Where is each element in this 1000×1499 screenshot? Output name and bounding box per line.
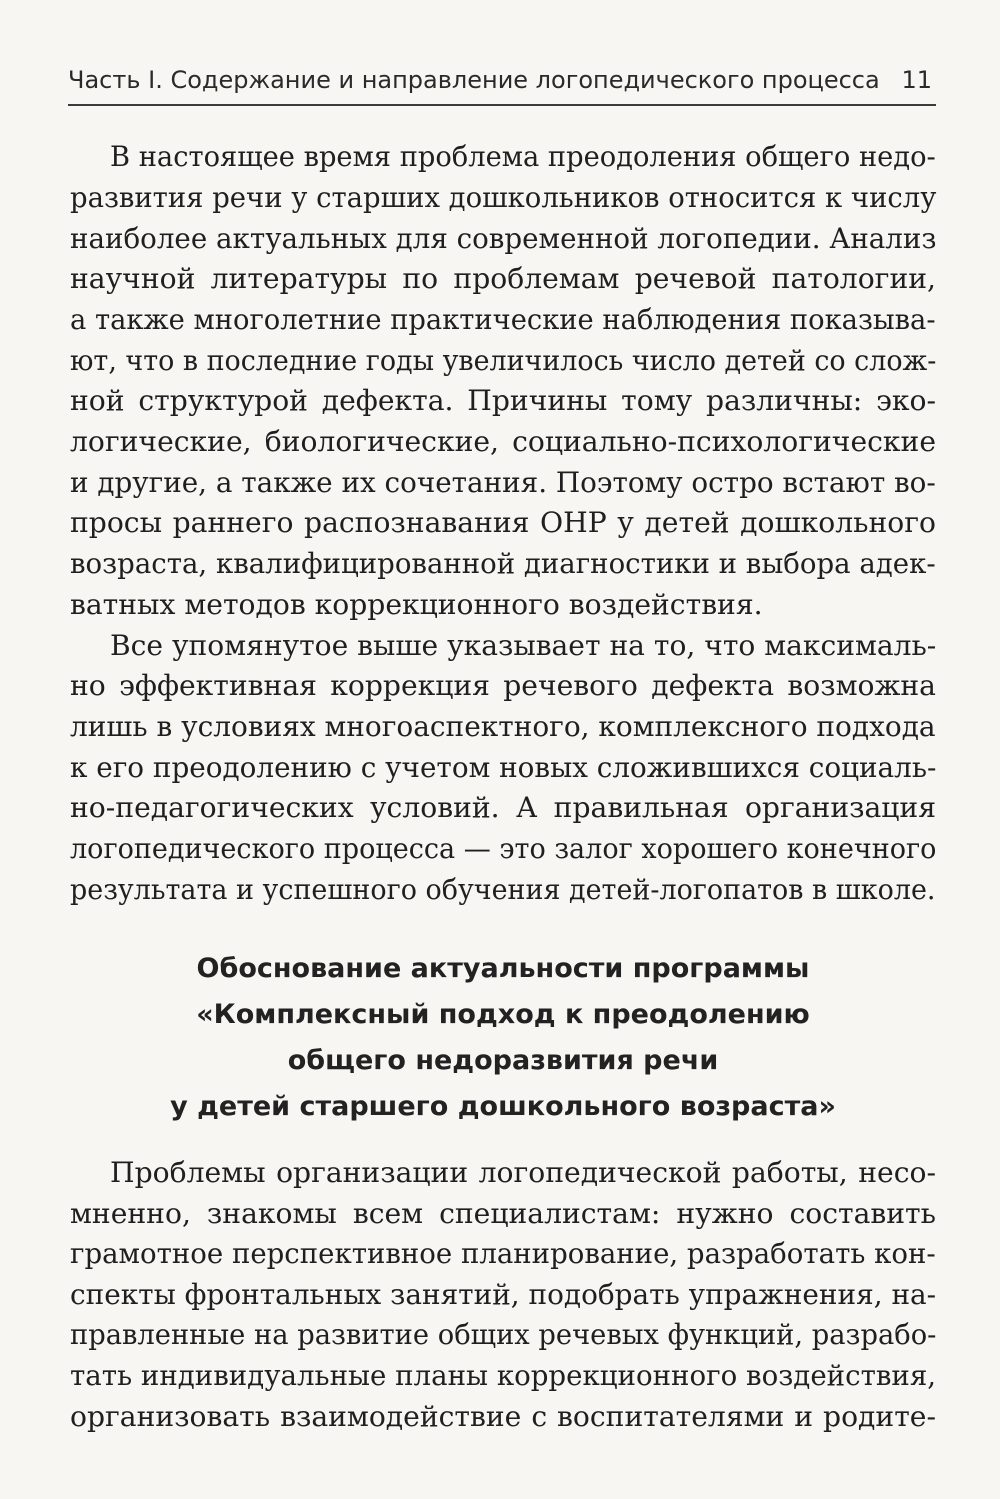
text-line: но эффективная коррекция речевого дефекта возможна xyxy=(70,669,936,702)
text-line: ют, что в последние годы увеличилось число детей со слож- xyxy=(70,344,937,377)
text-line: результата и успешного обучения детей-логопатов в школе. xyxy=(70,873,936,906)
text-line: правленные на развитие общих речевых функций, разрабо- xyxy=(70,1318,937,1351)
text-line: наиболее актуальных для современной логопедии. Анализ xyxy=(70,222,937,255)
text-line: тать индивидуальные планы коррекционного воздействия, xyxy=(70,1359,937,1392)
running-head-title: Часть I. Содержание и направление логопедического процесса xyxy=(68,66,880,94)
text-line: спекты фронтальных занятий, подобрать упражнения, на- xyxy=(70,1278,937,1311)
running-head xyxy=(68,62,936,102)
text-line: но-педагогических условий. А правильная организация xyxy=(70,791,936,824)
heading-line: Обоснование актуальности программы xyxy=(196,953,810,984)
text-line: и другие, а также их сочетания. Поэтому остро встают во- xyxy=(70,466,936,499)
text-line: ной структурой дефекта. Причины тому различны: эко- xyxy=(70,384,936,417)
text-line: мненно, знакомы всем специалистам: нужно составить xyxy=(70,1197,936,1230)
heading-line: у детей старшего дошкольного возраста» xyxy=(170,1091,836,1122)
text-line: организовать взаимодействие с воспитателями и родите- xyxy=(70,1400,936,1433)
text-line: Проблемы организации логопедической работы, несо- xyxy=(110,1156,936,1189)
text-line: а также многолетние практические наблюдения показыва- xyxy=(70,303,936,336)
text-line: В настоящее время проблема преодоления общего недо- xyxy=(110,140,936,173)
text-line: к его преодолению с учетом новых сложившихся социаль- xyxy=(70,751,937,784)
text-line: логопедического процесса — это залог хорошего конечного xyxy=(70,832,937,865)
text-line: возраста, квалифицированной диагностики и выбора адек- xyxy=(70,547,936,580)
text-line: ватных методов коррекционного воздействия. xyxy=(70,588,763,621)
text-line: логические, биологические, социально-психологические xyxy=(70,425,936,458)
text-line: грамотное перспективное планирование, разработать кон- xyxy=(70,1237,936,1270)
heading-line: общего недоразвития речи xyxy=(287,1045,719,1076)
text-line: научной литературы по проблемам речевой патологии, xyxy=(70,262,936,295)
text-line: развития речи у старших дошкольников относится к числу xyxy=(70,181,937,214)
text-line: Все упомянутое выше указывает на то, что максималь- xyxy=(110,629,937,662)
text-line: лишь в условиях многоаспектного, комплексного подхода xyxy=(70,710,936,743)
heading-line: «Комплексный подход к преодолению xyxy=(196,999,810,1030)
page-number: 11 xyxy=(901,66,932,94)
text-line: просы раннего распознавания ОНР у детей дошкольного xyxy=(70,506,936,539)
header-rule xyxy=(68,104,936,106)
